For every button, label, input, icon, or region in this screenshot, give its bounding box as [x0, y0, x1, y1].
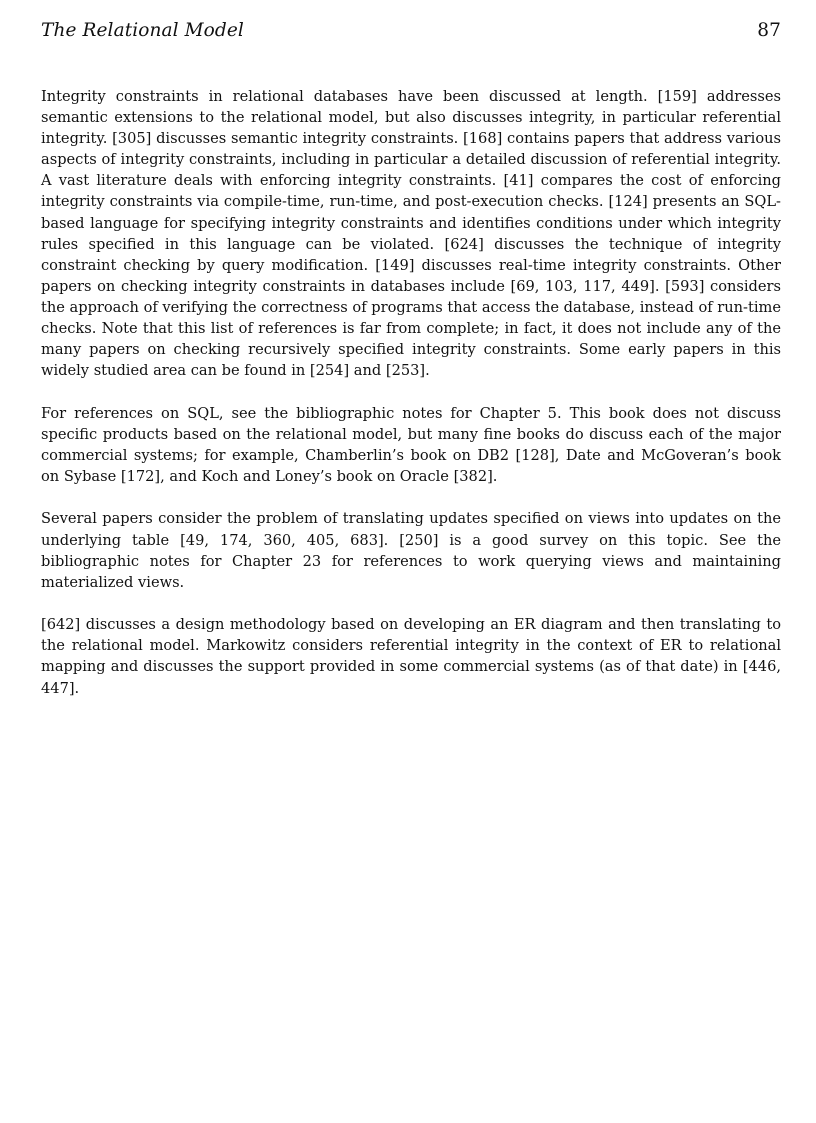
paragraph-view-updates: Several papers consider the problem of translating updates specified on views into updates on the underlying table [49, 174, 360, 405, 683]. [250] is a good survey on this topic. See the bibliographic notes for Chapter 23 for references to work querying views and maintaining materialized views. [41, 510, 781, 591]
running-header [41, 20, 781, 48]
chapter-title: The Relational Model [41, 20, 244, 41]
paragraph-design-methodology: [642] discusses a design methodology based on developing an ER diagram and then translating to the relational model. Markowitz considers referential integrity in the context of ER to relational mapping and discusses the support provided in some commercial systems (as of that date) in [446, 447]. [41, 616, 781, 697]
book-page [41, 20, 781, 720]
paragraph-integrity-constraints: Integrity constraints in relational databases have been discussed at length. [159] addresses semantic extensions to the relational model, but also discusses integrity, in particular referential integrity. [305] discusses semantic integrity constraints. [168] contains papers that address various aspects of integrity constraints, including in particular a detailed discussion of referential integrity. A vast literature deals with enforcing integrity constraints. [41] compares the cost of enforcing integrity constraints via compile-time, run-time, and post-execution checks. [124] presents an SQL-based language for specifying integrity constraints and identifies conditions under which integrity rules specified in this language can be violated. [624] discusses the technique of integrity constraint checking by query modification. [149] discusses real-time integrity constraints. Other papers on checking integrity constraints in databases include [69, 103, 117, 449]. [593] considers the approach of verifying the correctness of programs that access the database, instead of run-time checks. Note that this list of references is far from complete; in fact, it does not include any of the many papers on checking recursively specified integrity constraints. Some early papers in this widely studied area can be found in [254] and [253]. [41, 88, 781, 380]
page-number: 87 [757, 20, 781, 41]
paragraph-sql-references: For references on SQL, see the bibliographic notes for Chapter 5. This book does not discuss specific products based on the relational model, but many fine books do discuss each of the major commercial systems; for example, Chamberlin’s book on DB2 [128], Date and McGoveran’s book on Sybase [172], and Koch and Loney’s book on Oracle [382]. [41, 404, 781, 485]
bibliographic-notes-text [41, 86, 781, 699]
